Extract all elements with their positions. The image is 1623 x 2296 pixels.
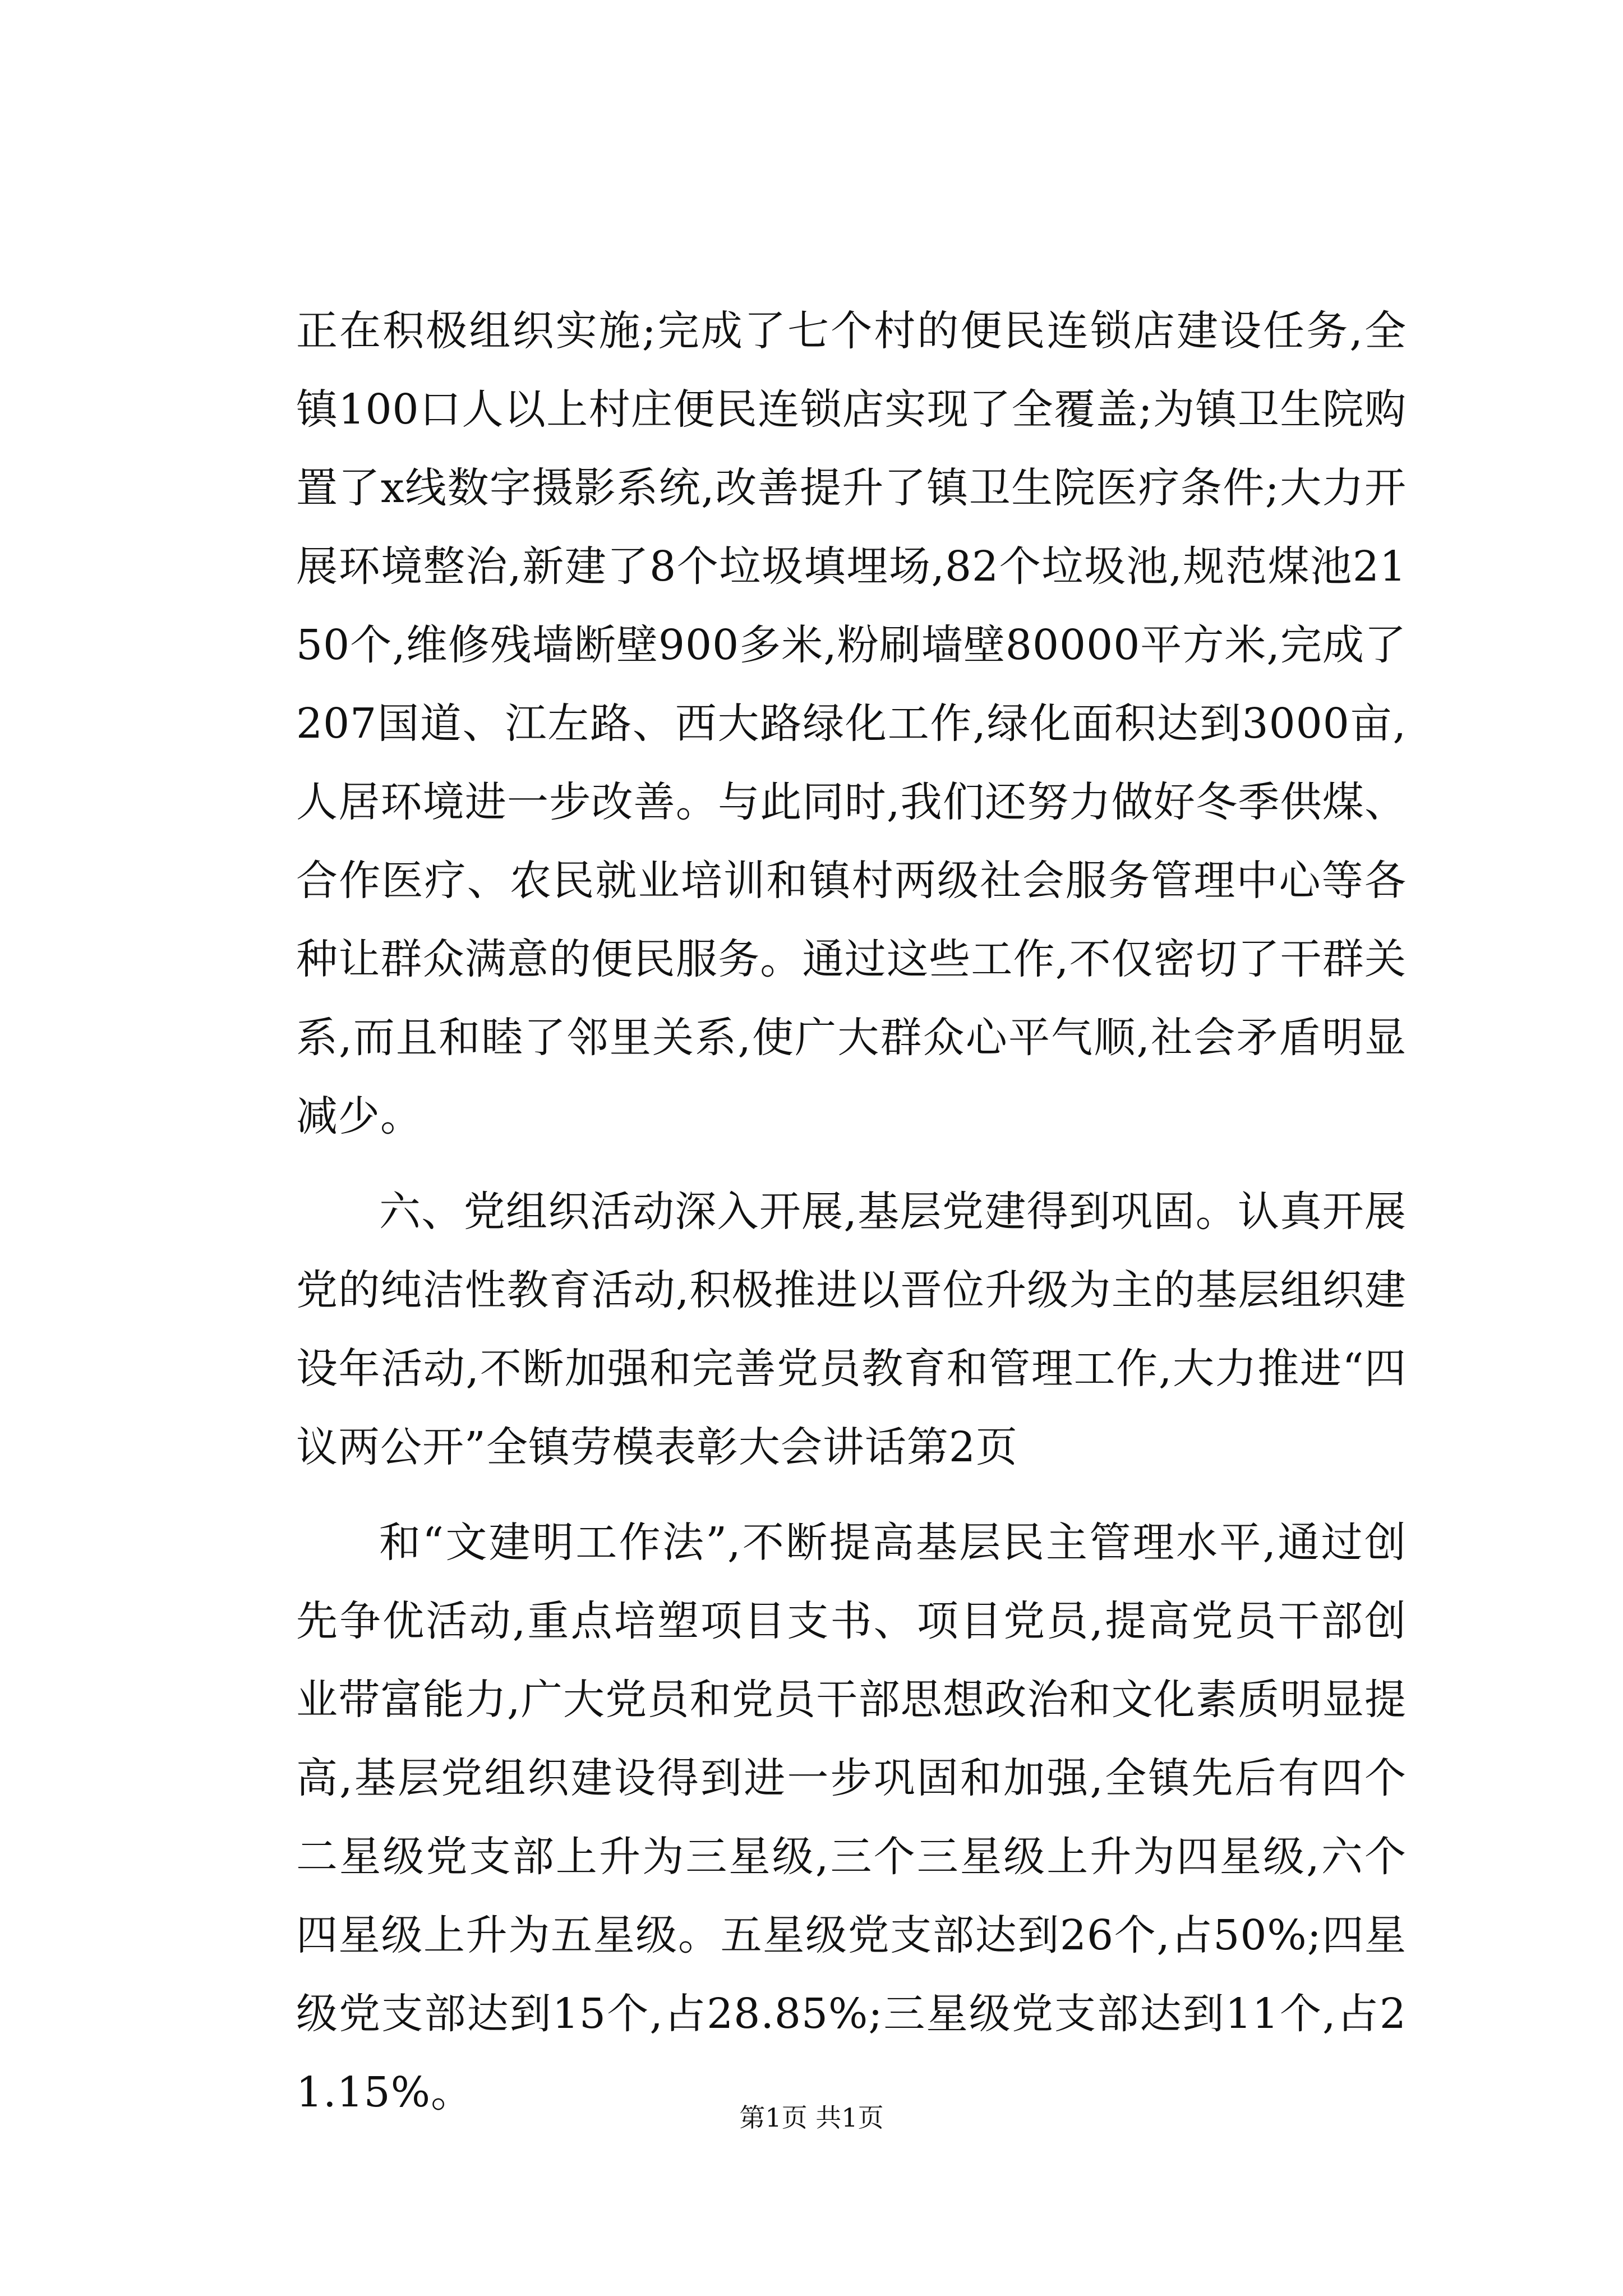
document-body [296, 292, 1407, 2132]
page-footer: 第1页 共1页 [739, 2102, 884, 2133]
paragraph-continuation: 正在积极组织实施;完成了七个村的便民连锁店建设任务,全镇100口人以上村庄便民连锁店实现了全覆盖;为镇卫生院购置了x线数字摄影系统,改善提升了镇卫生院医疗条件;大力开展环境整治,新建了8个垃圾填埋场,82个垃圾池,规范煤池2150个,维修残墙断壁900多米,粉刷墙壁80000平方米,完成了207国道、江左路、西大路绿化工作,绿化面积达到3000亩,人居环境进一步改善。与此同时,我们还努力做好冬季供煤、合作医疗、农民就业培训和镇村两级社会服务管理中心等各种让群众满意的便民服务。通过这些工作,不仅密切了干群关系,而且和睦了邻里关系,使广大群众心平气顺,社会矛盾明显减少。 [296, 307, 1407, 1140]
paragraph-party-organization: 六、党组织活动深入开展,基层党建得到巩固。认真开展党的纯洁性教育活动,积极推进以晋位升级为主的基层组织建设年活动,不断加强和完善党员教育和管理工作,大力推进“四议两公开”全镇劳模表彰大会讲话第2页 [296, 1188, 1407, 1471]
paragraph-party-building-results: 和“文建明工作法”,不断提高基层民主管理水平,通过创先争优活动,重点培塑项目支书、项目党员,提高党员干部创业带富能力,广大党员和党员干部思想政治和文化素质明显提高,基层党组织建设得到进一步巩固和加强,全镇先后有四个二星级党支部上升为三星级,三个三星级上升为四星级,六个四星级上升为五星级。五星级党支部达到26个,占50%;四星级党支部达到15个,占28.85%;三星级党支部达到11个,占21.15%。 [296, 1519, 1407, 2116]
